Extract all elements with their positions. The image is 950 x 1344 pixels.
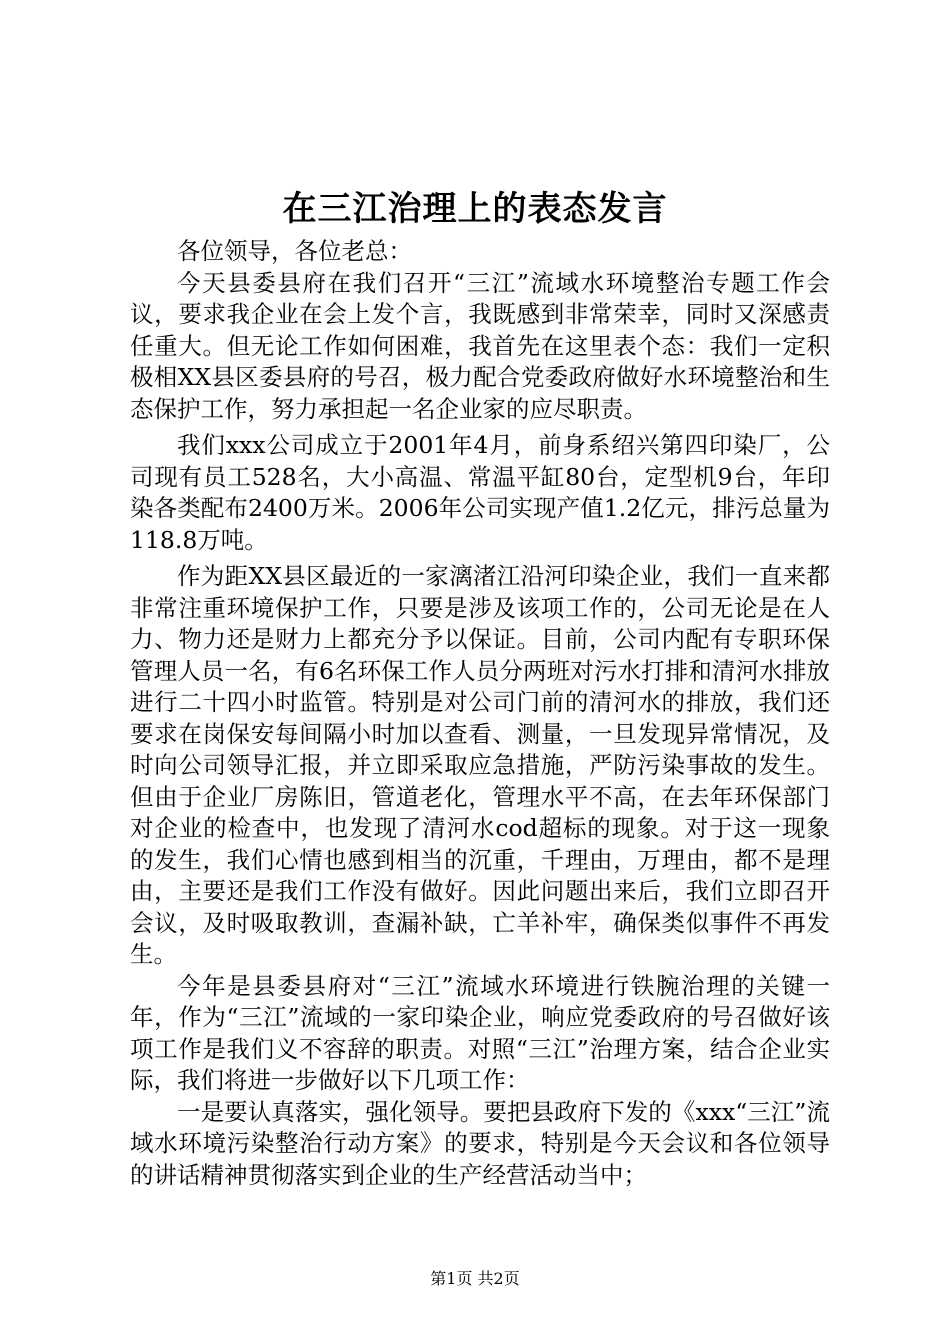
body-paragraph-4: 今年是县委县府对“三江”流域水环境进行铁腕治理的关键一年，作为“三江”流域的一家印染企业，响应党委政府的号召做好该项工作是我们义不容辞的职责。对照“三江”治理方案，结合企业实际，我们将进一步做好以下几项工作： xyxy=(130,971,830,1094)
body-paragraph-2: 我们xxx公司成立于2001年4月，前身系绍兴第四印染厂，公司现有员工528名，大小高温、常温平缸80台，定型机9台，年印染各类配布2400万米。2006年公司实现产值1.2亿元，排污总量为118.8万吨。 xyxy=(130,431,830,554)
page-number-footer: 第1页 共2页 xyxy=(430,1269,520,1288)
body-paragraph-5: 一是要认真落实，强化领导。要把县政府下发的《xxx“三江”流域水环境污染整治行动方案》的要求，特别是今天会议和各位领导的讲话精神贯彻落实到企业的生产经营活动当中； xyxy=(130,1097,830,1189)
document-title: 在三江治理上的表态发言 xyxy=(282,189,668,229)
body-paragraph-3: 作为距XX县区最近的一家漓渚江沿河印染企业，我们一直来都非常注重环境保护工作，只要是涉及该项工作的，公司无论是在人力、物力还是财力上都充分予以保证。目前，公司内配有专职环保管理人员一名，有6名环保工作人员分两班对污水打排和清河水排放进行二十四小时监管。特别是对公司门前的清河水的排放，我们还要求在岗保安每间隔小时加以查看、测量，一旦发现异常情况，及时向公司领导汇报，并立即采取应急措施，严防污染事故的发生。但由于企业厂房陈旧，管道老化，管理水平不高，在去年环保部门对企业的检查中，也发现了清河水cod超标的现象。对于这一现象的发生，我们心情也感到相当的沉重，千理由，万理由，都不是理由，主要还是我们工作没有做好。因此问题出来后，我们立即召开会议，及时吸取教训，查漏补缺，亡羊补牢，确保类似事件不再发生。 xyxy=(130,562,830,968)
document-body xyxy=(130,236,830,1191)
salutation-paragraph: 各位领导，各位老总： xyxy=(177,237,412,265)
body-paragraph-1: 今天县委县府在我们召开“三江”流域水环境整治专题工作会议，要求我企业在会上发个言，我既感到非常荣幸，同时又深感责任重大。但无论工作如何困难，我首先在这里表个态：我们一定积极相XX县区委县府的号召，极力配合党委政府做好水环境整治和生态保护工作，努力承担起一名企业家的应尽职责。 xyxy=(130,268,830,423)
